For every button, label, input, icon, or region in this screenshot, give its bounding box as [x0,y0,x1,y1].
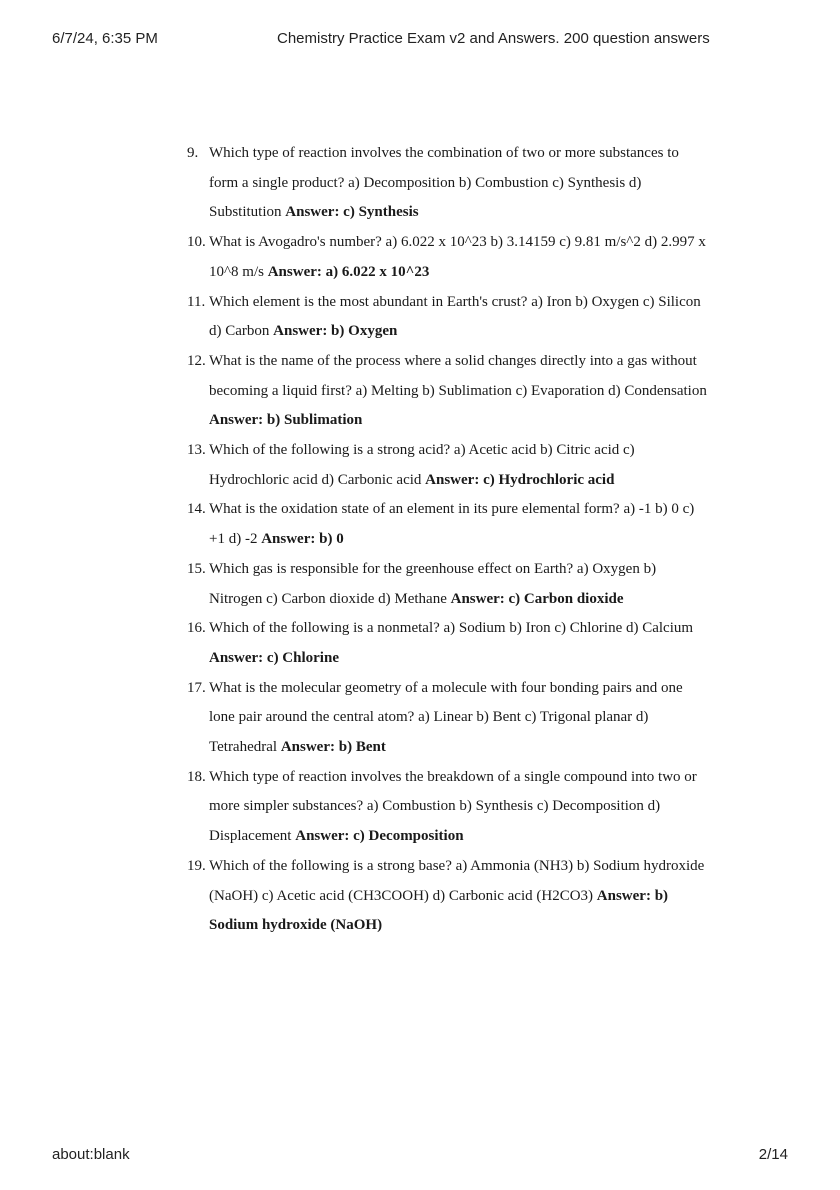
question-number: 9. [187,145,199,161]
question-item-16 [187,614,707,673]
question-answer: Answer: b) Sodium hydroxide (NaOH) [209,887,669,934]
question-answer: Answer: b) 0 [261,531,344,548]
question-answer: Answer: b) Bent [280,739,386,756]
question-item-17 [187,674,707,763]
question-number: 17. [187,679,206,696]
question-text: What is the name of the process where a solid changes directly into a gas without becoming a liquid first? a) Melting b) Sublimation c) Evaporation d) Condensation [209,352,707,399]
question-text: Which element is the most abundant in Earth's crust? a) Iron b) Oxygen c) Silicon d) Carbon [209,293,701,340]
question-number: 18. [187,768,206,785]
question-number: 16. [187,620,206,637]
question-item-12 [187,347,707,436]
question-text: Which type of reaction involves the breakdown of a single compound into two or more simpler substances? a) Combustion b) Synthesis c) Decomposition d) Displacement [209,768,697,845]
question-text: Which gas is responsible for the greenhouse effect on Earth? a) Oxygen b) Nitrogen c) Carbon dioxide d) Methane [209,560,657,607]
page-number: 2/14 [758,1146,788,1163]
question-answer: Answer: c) Synthesis [285,204,419,221]
question-text: Which of the following is a strong acid? a) Acetic acid b) Citric acid c) Hydrochloric acid d) Carbonic acid [209,442,635,488]
question-answer: Answer: b) Sublimation [209,412,363,429]
question-answer: Answer: c) Hydrochloric acid [425,471,615,488]
question-number: 19. [187,857,206,874]
question-item-13 [187,436,707,495]
question-number: 11. [187,293,206,310]
question-number: 12. [187,352,206,369]
question-item-10 [187,228,707,287]
question-answer: Answer: a) 6.022 x 10^23 [267,263,430,280]
page-title: Chemistry Practice Exam v2 and Answers. 200 question answers [277,30,710,47]
question-answer: Answer: c) Chlorine [209,649,339,666]
question-item-15 [187,555,707,614]
question-text: Which type of reaction involves the combination of two or more substances to form a single product? a) Decomposition b) Combustion c) Synthesis d) Substitution [209,145,679,221]
question-answer: Answer: c) Decomposition [295,828,464,845]
question-text: What is the oxidation state of an element in its pure elemental form? a) -1 b) 0 c) +1 d) -2 [209,501,695,548]
question-item-14 [187,495,707,554]
print-datetime: 6/7/24, 6:35 PM [52,30,158,47]
question-number: 14. [187,501,206,518]
question-number: 10. [187,234,206,251]
question-number: 13. [187,442,206,459]
page-url: about:blank [52,1146,130,1163]
question-text: What is Avogadro's number? a) 6.022 x 10^23 b) 3.14159 c) 9.81 m/s^2 d) 2.997 x 10^8 m/s [209,234,706,280]
question-item-19 [187,852,707,941]
question-item-18 [187,763,707,852]
question-list [187,139,707,941]
question-text: Which of the following is a nonmetal? a) Sodium b) Iron c) Chlorine d) Calcium [209,620,694,637]
question-text: What is the molecular geometry of a molecule with four bonding pairs and one lone pair around the central atom? a) Linear b) Bent c) Trigonal planar d) Tetrahedral [209,679,683,756]
question-item-11 [187,288,707,347]
question-item-9 [187,139,707,228]
question-answer: Answer: c) Carbon dioxide [450,590,624,607]
question-number: 15. [187,560,206,577]
question-text: Which of the following is a strong base? a) Ammonia (NH3) b) Sodium hydroxide (NaOH) c) Acetic acid (CH3COOH) d) Carbonic acid (H2CO3) [209,857,705,904]
question-answer: Answer: b) Oxygen [273,323,398,340]
